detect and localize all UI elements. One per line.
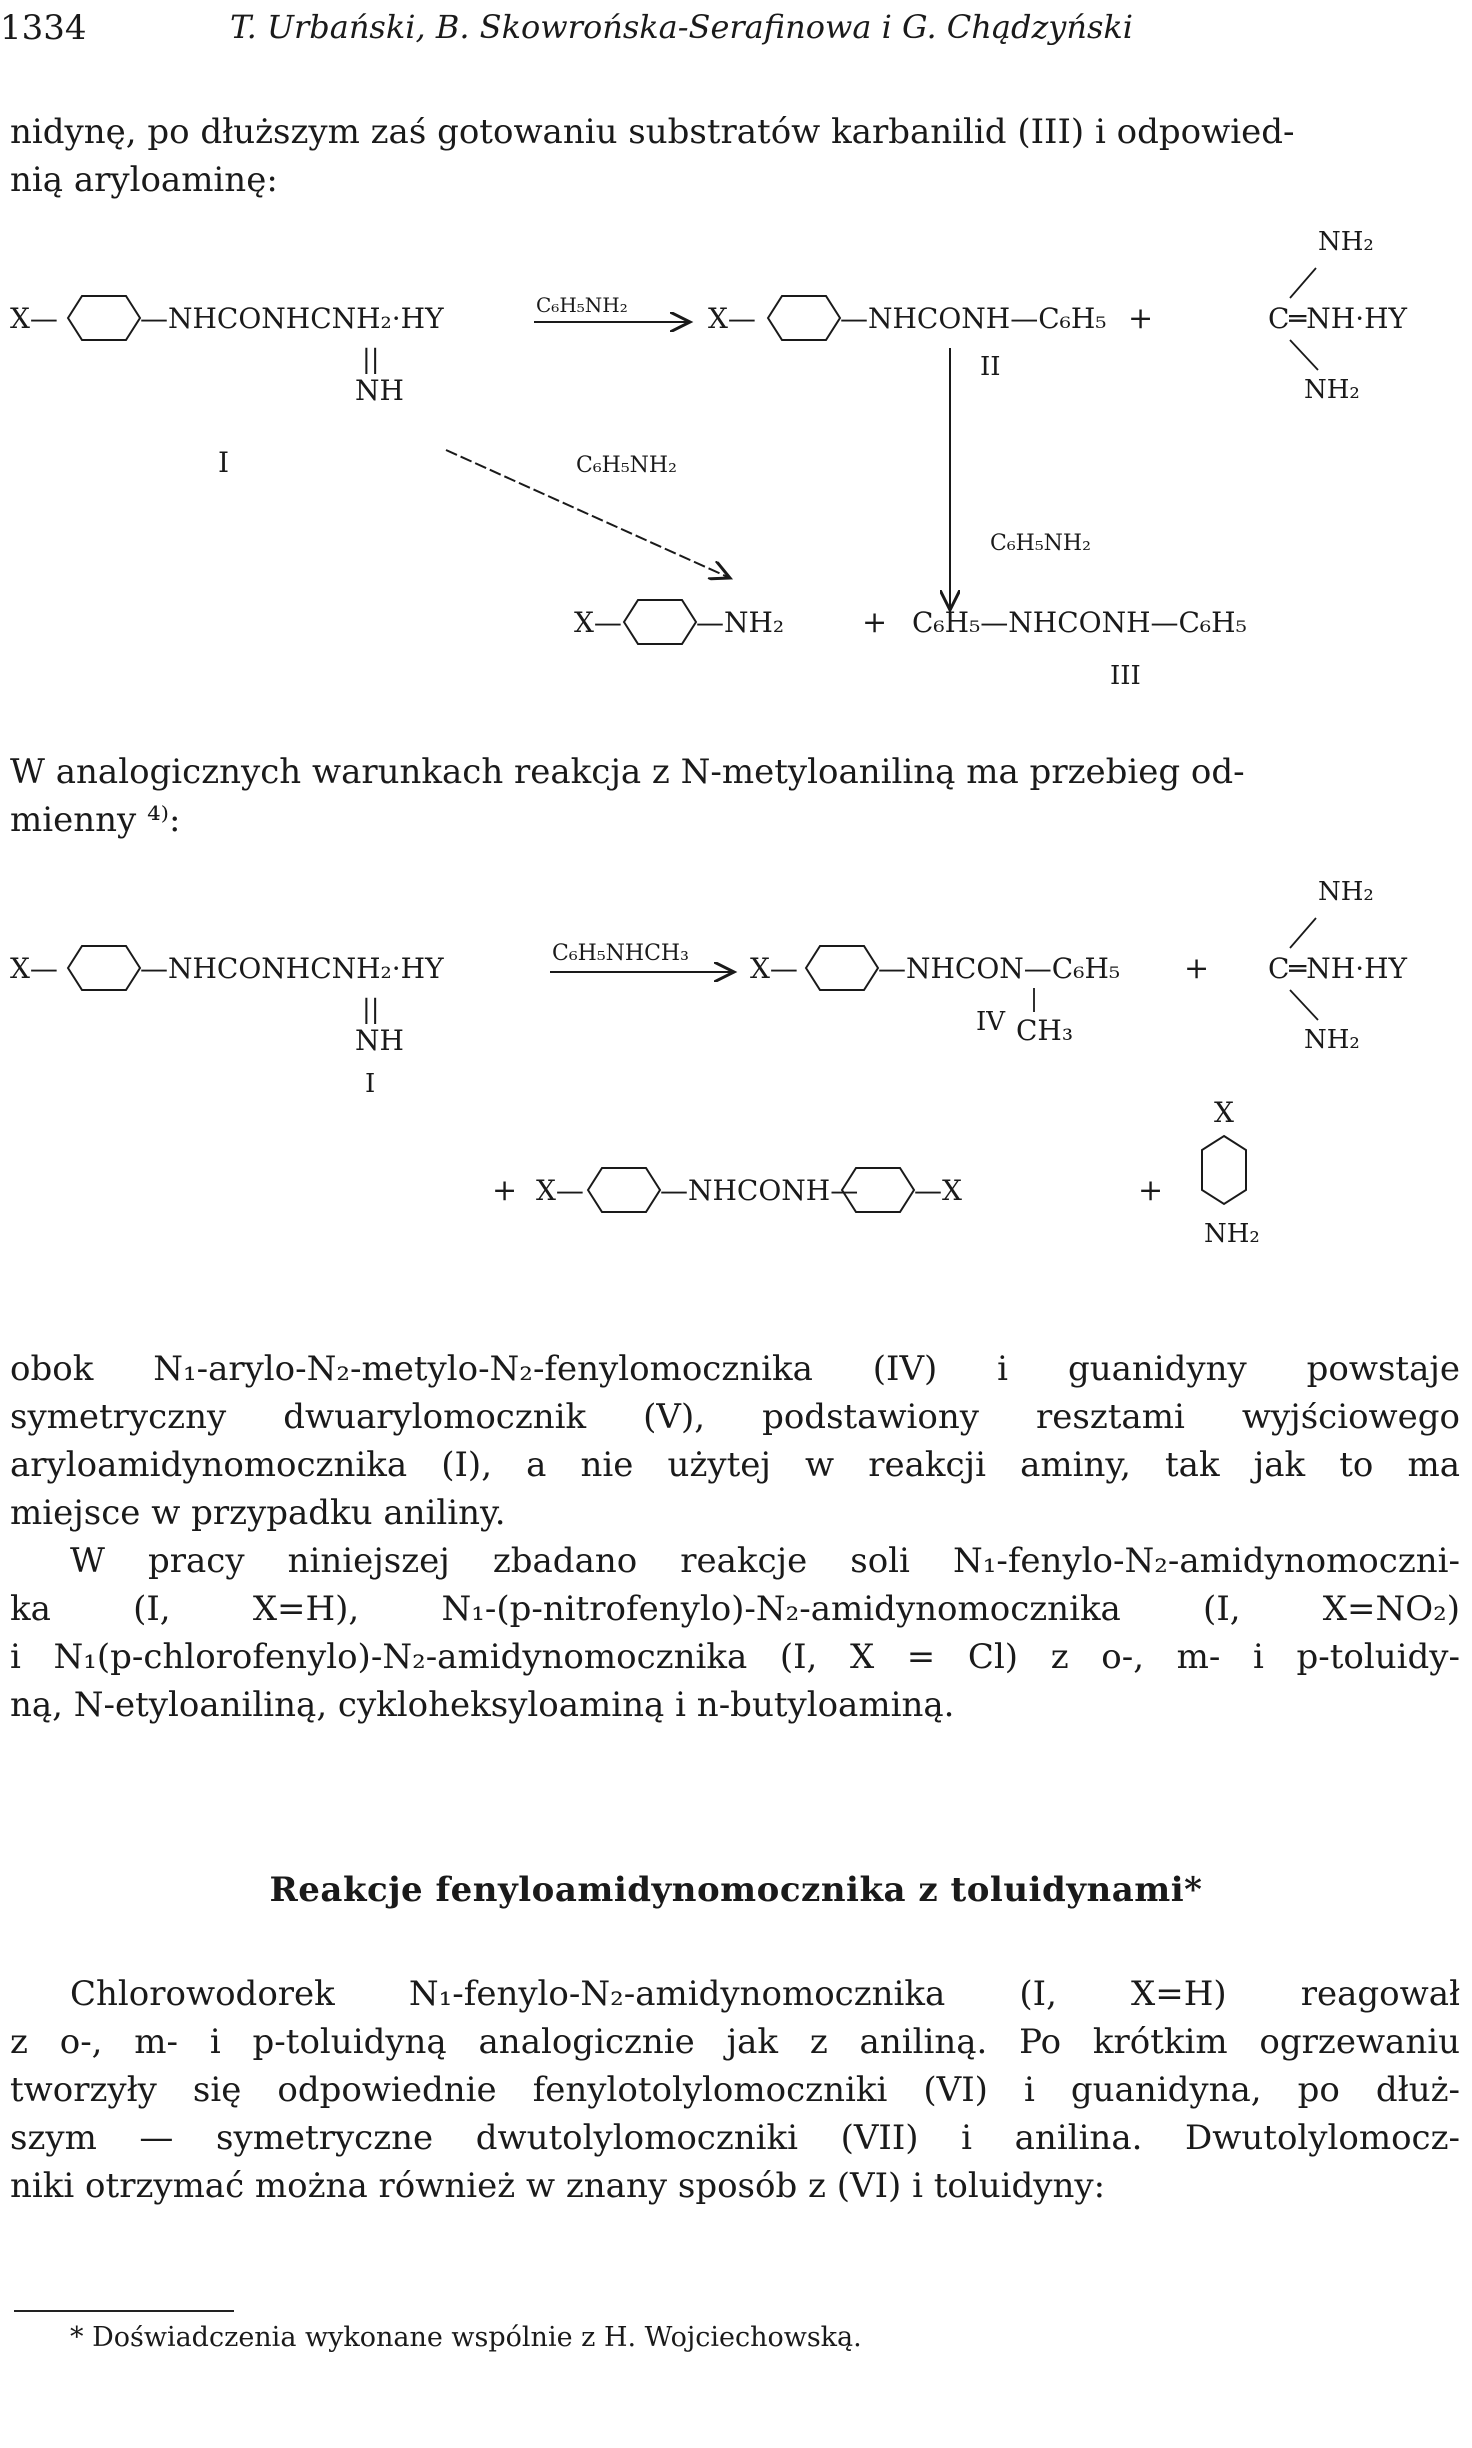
product-formula: —NHCON—C₆H₅	[878, 952, 1121, 985]
compound-label: III	[1110, 661, 1141, 691]
reagent-label: C₆H₅NH₂	[576, 453, 677, 478]
imino-double-bond: ||	[362, 995, 380, 1025]
product-urea: —NHCONH—C₆H₅	[840, 302, 1107, 335]
reactant-formula: —NHCONHCNH₂·HY	[140, 952, 444, 985]
ring-substituent-x: X	[1214, 1096, 1234, 1129]
text-line: ną, N-etyloaniliną, cykloheksyloaminą i n-butyloaminą.	[10, 1685, 955, 1725]
benzene-ring	[68, 296, 140, 340]
section-heading: Reakcje fenyloamidynomocznika z toluidynami*	[269, 1870, 1203, 1910]
bond-line	[1290, 340, 1318, 370]
substituent-x: X—	[10, 952, 58, 985]
text-line: ka (I, X=H), N₁-(p-nitrofenylo)-N₂-amidynomocznika (I, X=NO₂)	[10, 1589, 1460, 1629]
reaction-scheme-2	[0, 860, 1472, 1320]
footnote: * Doświadczenia wykonane wspólnie z H. Wojciechowską.	[70, 2322, 862, 2353]
guanidine-nh2-bottom: NH₂	[1304, 375, 1360, 405]
paragraph-toluidine-cont	[10, 2018, 1460, 2210]
benzene-ring	[588, 1168, 660, 1212]
text-line: szym — symetryczne dwutolylomoczniki (VII) i anilina. Dwutolylomocz-	[10, 2118, 1460, 2158]
bond-line	[1290, 268, 1316, 298]
imino-double-bond: ||	[362, 345, 380, 375]
paragraph-toluidine	[70, 1970, 1460, 2018]
benzene-ring	[624, 600, 696, 644]
bond-line	[1290, 990, 1318, 1020]
compound-label: I	[365, 1069, 376, 1099]
text-line: nidynę, po dłuższym zaś gotowaniu substratów karbanilid (III) i odpowied-	[10, 112, 1295, 152]
text-line: obok N₁-arylo-N₂-metylo-N₂-fenylomocznika (IV) i guanidyny powstaje	[10, 1349, 1460, 1389]
text-line: W pracy niniejszej zbadano reakcje soli N₁-fenylo-N₂-amidynomoczni-	[70, 1541, 1460, 1581]
text-line: Chlorowodorek N₁-fenylo-N₂-amidynomocznika (I, X=H) reagował	[70, 1974, 1460, 2014]
paragraph-scope	[70, 1537, 1460, 1585]
text-line: W analogicznych warunkach reakcja z N-metyloaniliną ma przebieg od-	[10, 752, 1245, 792]
plus-sign: +	[1138, 1173, 1164, 1208]
substituent-x: X—	[574, 606, 622, 639]
benzene-ring	[768, 296, 840, 340]
reagent-label: C₆H₅NHCH₃	[552, 941, 689, 966]
substituent-x: —X	[914, 1174, 962, 1207]
plus-sign: +	[492, 1173, 518, 1208]
substituent-x: X—	[750, 952, 798, 985]
benzene-ring	[68, 946, 140, 990]
text-line: niki otrzymać można również w znany sposób z (VI) i toluidyny:	[10, 2166, 1106, 2206]
compound-label: II	[980, 352, 1001, 382]
running-title: T. Urbański, B. Skowrońska-Serafinowa i G. Chądzyński	[230, 8, 1134, 46]
text-line: i N₁(p-chlorofenylo)-N₂-amidynomocznika (I, X = Cl) z o-, m- i p-toluidy-	[10, 1637, 1460, 1677]
ring-amine: NH₂	[1204, 1219, 1260, 1249]
reagent-label: C₆H₅NH₂	[536, 293, 628, 317]
paragraph-product	[10, 1345, 1460, 1537]
imino-nh: NH	[355, 1024, 404, 1057]
footnote-rule	[14, 2310, 234, 2312]
methyl-group: CH₃	[1016, 1014, 1074, 1047]
text-line: aryloamidynomocznika (I), a nie użytej w reakcji aminy, tak jak to ma	[10, 1445, 1460, 1485]
imino-nh: NH	[355, 374, 404, 407]
substituent-x: X—	[536, 1174, 584, 1207]
paragraph-scope-cont	[10, 1585, 1460, 1729]
guanidine-nh2-top: NH₂	[1318, 877, 1374, 907]
guanidine-core: C═NH·HY	[1268, 952, 1408, 985]
text-line: symetryczny dwuarylomocznik (V), podstawiony resztami wyjściowego	[10, 1397, 1460, 1437]
bond-line	[1290, 918, 1316, 948]
substituent-x: X—	[10, 302, 58, 335]
guanidine-core: C═NH·HY	[1268, 302, 1408, 335]
compound-label: IV	[976, 1007, 1006, 1037]
benzene-ring	[806, 946, 878, 990]
text-line: z o-, m- i p-toluidyną analogicznie jak z aniliną. Po krótkim ogrzewaniu	[10, 2022, 1460, 2062]
text-line: nią aryloaminę:	[10, 160, 278, 200]
reaction-scheme-1	[0, 210, 1472, 710]
reagent-label: C₆H₅NH₂	[990, 531, 1091, 556]
compound-label: I	[218, 446, 230, 479]
substituent-x: X—	[708, 302, 756, 335]
page-header	[0, 8, 1472, 58]
carbanilide-formula: C₆H₅—NHCONH—C₆H₅	[912, 606, 1247, 639]
plus-sign: +	[1184, 951, 1210, 986]
text-line: tworzyły się odpowiednie fenylotolylomoczniki (VI) i guanidyna, po dłuż-	[10, 2070, 1460, 2110]
text-line: mienny ⁴⁾:	[10, 800, 181, 840]
page-number: 1334	[0, 8, 87, 48]
intro-paragraph	[10, 108, 1460, 204]
benzene-ring-vertical	[1202, 1136, 1246, 1204]
text-line: miejsce w przypadku aniliny.	[10, 1493, 506, 1533]
amine-formula: —NH₂	[696, 606, 785, 639]
plus-sign: +	[862, 605, 888, 640]
guanidine-nh2-top: NH₂	[1318, 227, 1374, 257]
reactant-formula: —NHCONHCNH₂·HY	[140, 302, 444, 335]
guanidine-nh2-bottom: NH₂	[1304, 1025, 1360, 1055]
plus-sign: +	[1128, 301, 1154, 336]
diaryl-urea-formula: —NHCONH—	[660, 1174, 859, 1207]
paragraph-analog	[10, 748, 1460, 844]
